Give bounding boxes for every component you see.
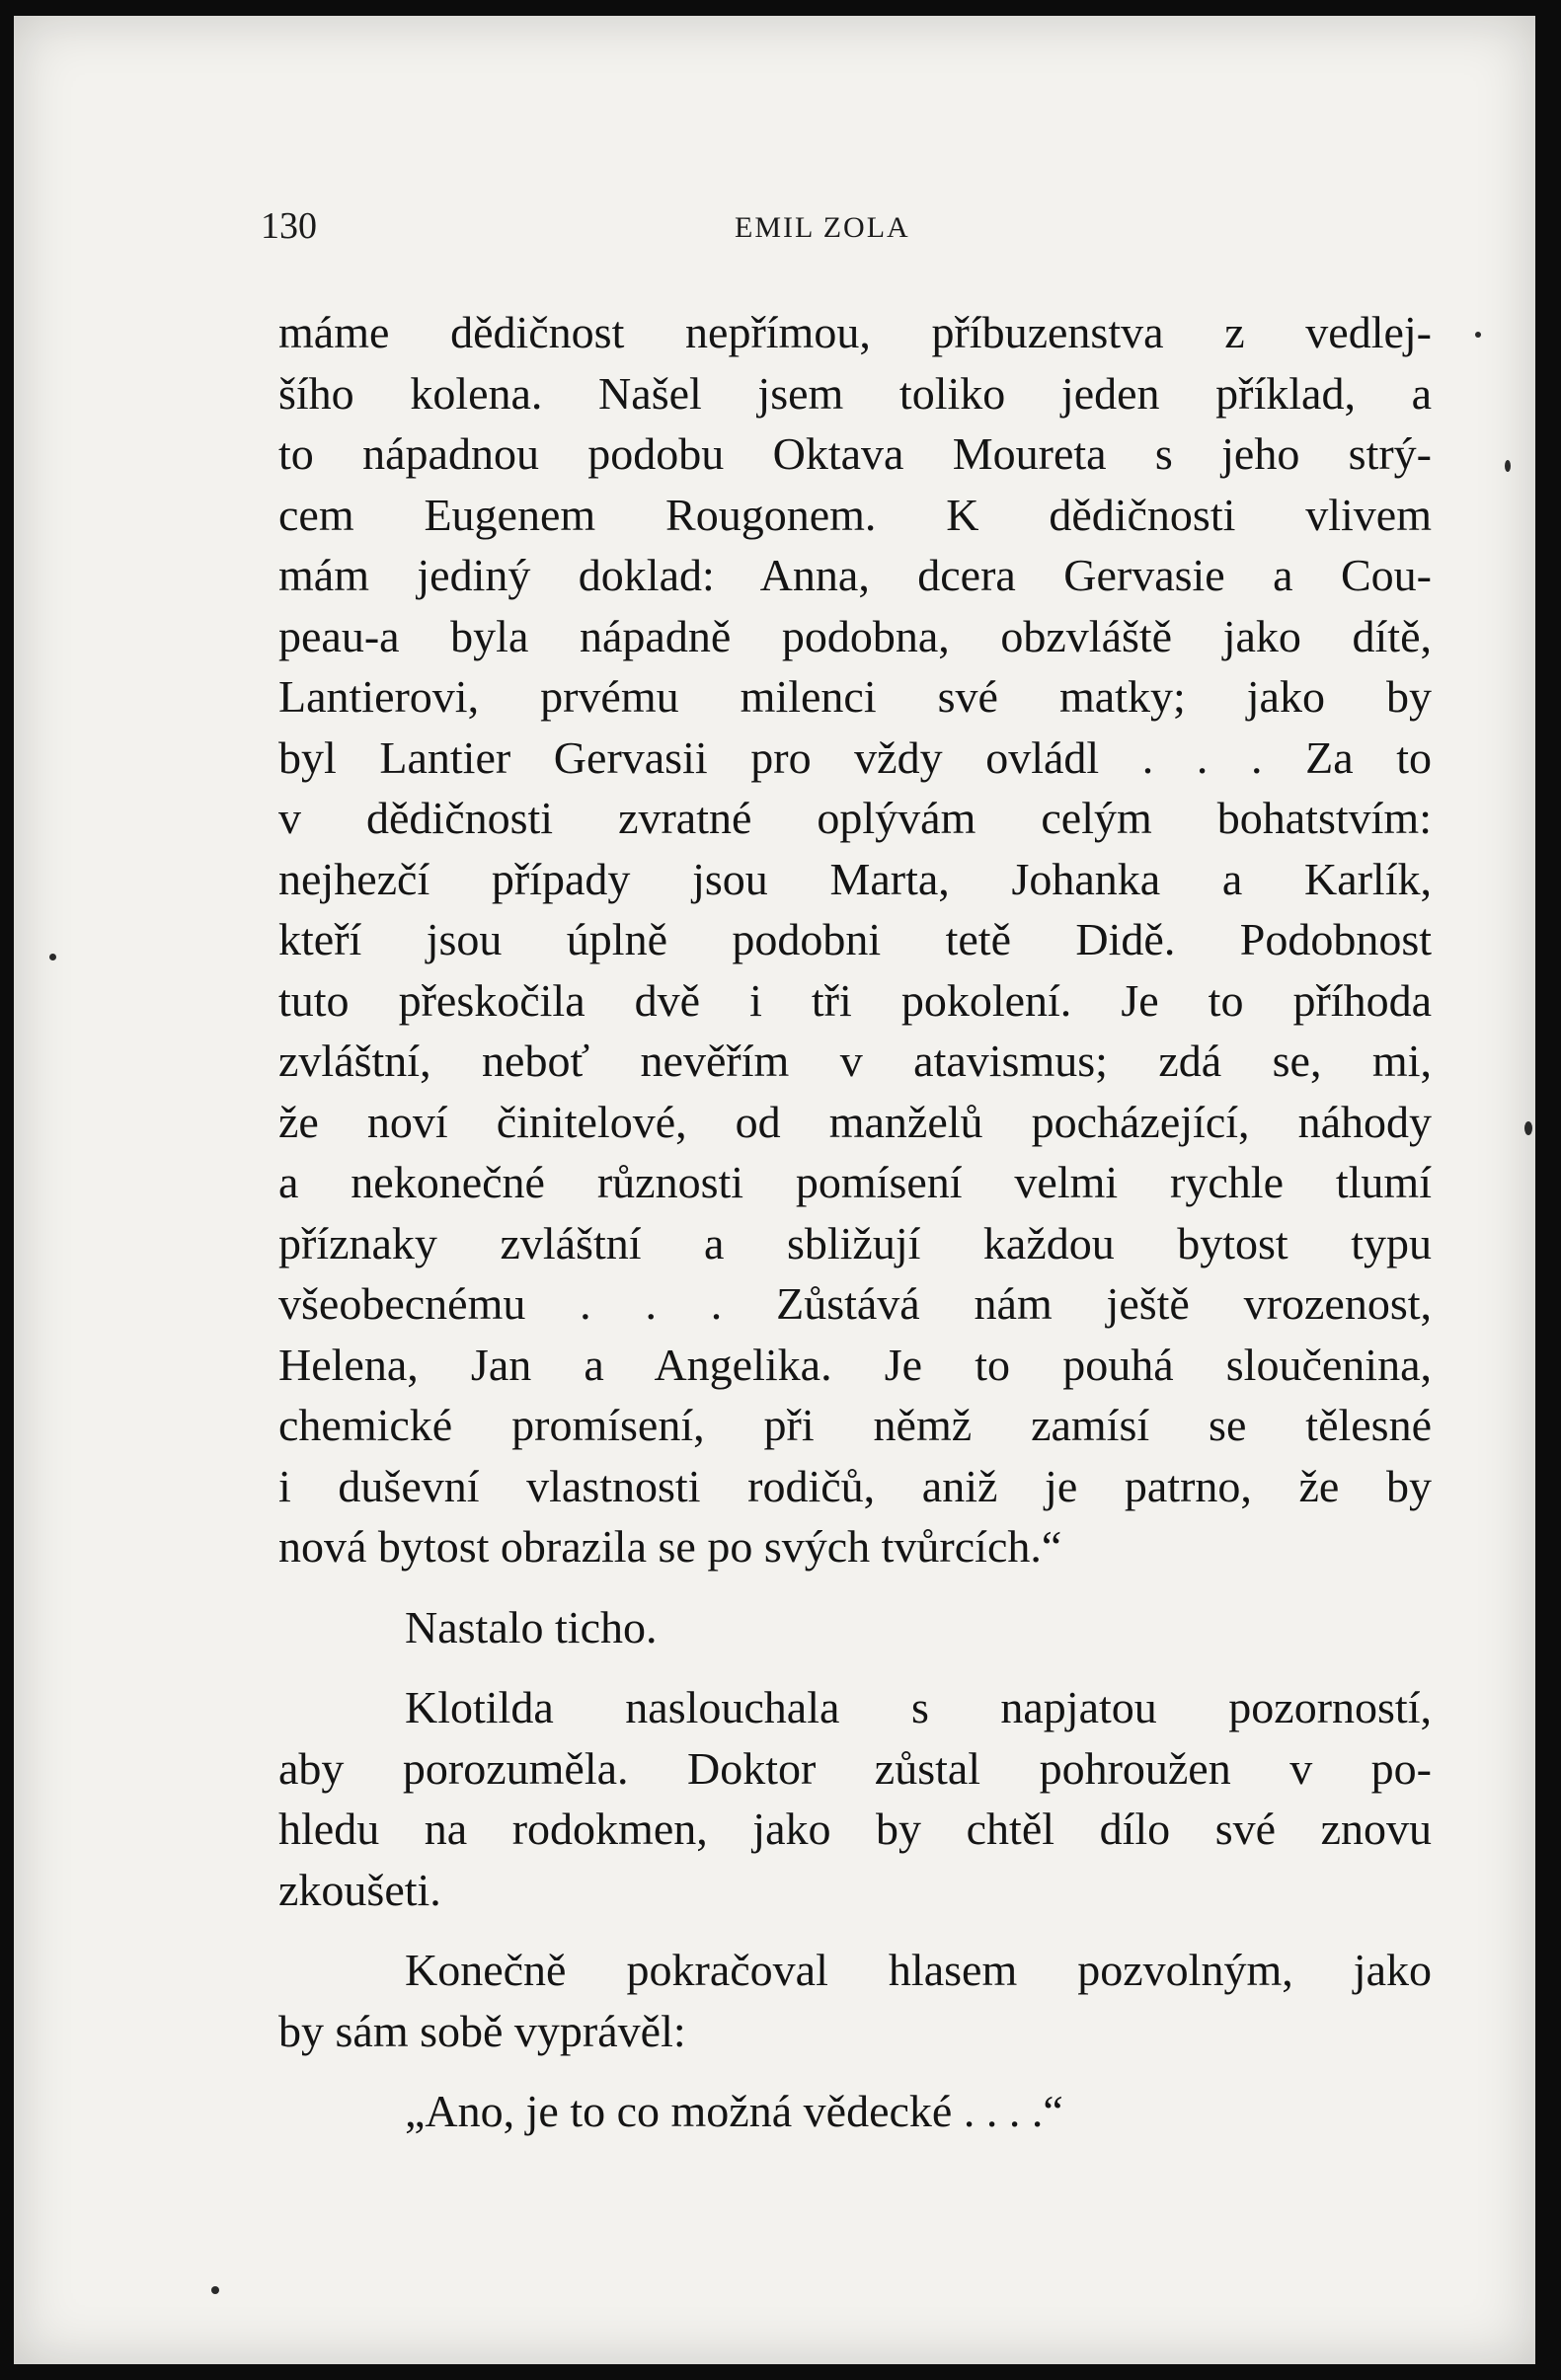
text-line: by sám sobě vyprávěl:: [278, 2005, 686, 2056]
scan-speck: [211, 2286, 219, 2294]
text-line: nejhezčí případy jsou Marta, Johanka a Karlík,: [278, 853, 1432, 904]
paragraph-gap: [278, 1657, 1432, 1677]
scan-speck: [49, 954, 56, 960]
text-line: aby porozuměla. Doktor zůstal pohroužen v po-: [278, 1742, 1432, 1794]
text-line: i duševní vlastnosti rodičů, aniž je patrno, že by: [278, 1460, 1432, 1511]
text-line: hledu na rodokmen, jako by chtěl dílo své znovu: [278, 1804, 1432, 1854]
paragraph-1: [278, 302, 1432, 1577]
text-line: Konečně pokračoval hlasem pozvolným, jako: [405, 1945, 1432, 1995]
book-page: [14, 16, 1535, 2364]
running-head: EMIL ZOLA: [735, 211, 910, 244]
text-line: byl Lantier Gervasii pro vždy ovládl . . . Za to: [278, 731, 1432, 783]
body-text: [278, 302, 1432, 2142]
scan-speck: [1524, 1121, 1532, 1135]
text-line: Helena, Jan a Angelika. Je to pouhá sloučenina,: [278, 1339, 1432, 1390]
text-line: „Ano, je to co možná vědecké . . . .“: [405, 2086, 1063, 2136]
text-line: peau-a byla nápadně podobna, obzvláště jako dítě,: [278, 610, 1432, 661]
text-line: všeobecnému . . . Zůstává nám ještě vrozenost,: [278, 1278, 1432, 1329]
paragraph-3: [278, 1677, 1432, 1920]
text-line: máme dědičnost nepřímou, příbuzenstva z vedlej-: [278, 307, 1432, 357]
text-line: chemické promísení, při němž zamísí se tělesné: [278, 1400, 1432, 1450]
text-line: a nekonečné různosti pomísení velmi rychle tlumí: [278, 1157, 1432, 1207]
text-line: zvláštní, neboť nevěřím v atavismus; zdá se, mi,: [278, 1036, 1432, 1086]
text-line: cem Eugenem Rougonem. K dědičnosti vlivem: [278, 489, 1432, 540]
paragraph-4: [278, 1940, 1432, 2061]
text-line: tuto přeskočila dvě i tři pokolení. Je to příhoda: [278, 974, 1432, 1026]
paragraph-gap: [278, 2061, 1432, 2081]
page-header: [14, 201, 1535, 261]
text-line: že noví činitelové, od manželů pocházející, náhody: [278, 1096, 1432, 1147]
text-line: příznaky zvláštní a sbližují každou bytost typu: [278, 1217, 1432, 1268]
paragraph-gap: [278, 1920, 1432, 1940]
text-line: v dědičnosti zvratné oplývám celým bohatstvím:: [278, 793, 1432, 843]
page-number: 130: [261, 205, 317, 247]
text-line: nová bytost obrazila se po svých tvůrcích.“: [278, 1521, 1062, 1572]
text-line: zkoušeti.: [278, 1864, 441, 1915]
text-line: Klotilda naslouchala s napjatou pozorností,: [405, 1682, 1432, 1732]
paragraph-5: [278, 2081, 1432, 2142]
text-line: kteří jsou úplně podobni tetě Didě. Podobnost: [278, 914, 1432, 964]
scan-speck: [1505, 460, 1511, 472]
text-line: šího kolena. Našel jsem toliko jeden příklad, a: [278, 367, 1432, 419]
paragraph-gap: [278, 1577, 1432, 1597]
paragraph-2: [278, 1597, 1432, 1658]
text-line: Lantierovi, prvému milenci své matky; jako by: [278, 671, 1432, 722]
scan-speck: [1475, 332, 1481, 338]
text-line: to nápadnou podobu Oktava Moureta s jeho strý-: [278, 428, 1432, 479]
text-line: mám jediný doklad: Anna, dcera Gervasie a Cou-: [278, 550, 1432, 600]
text-line: Nastalo ticho.: [405, 1601, 658, 1652]
